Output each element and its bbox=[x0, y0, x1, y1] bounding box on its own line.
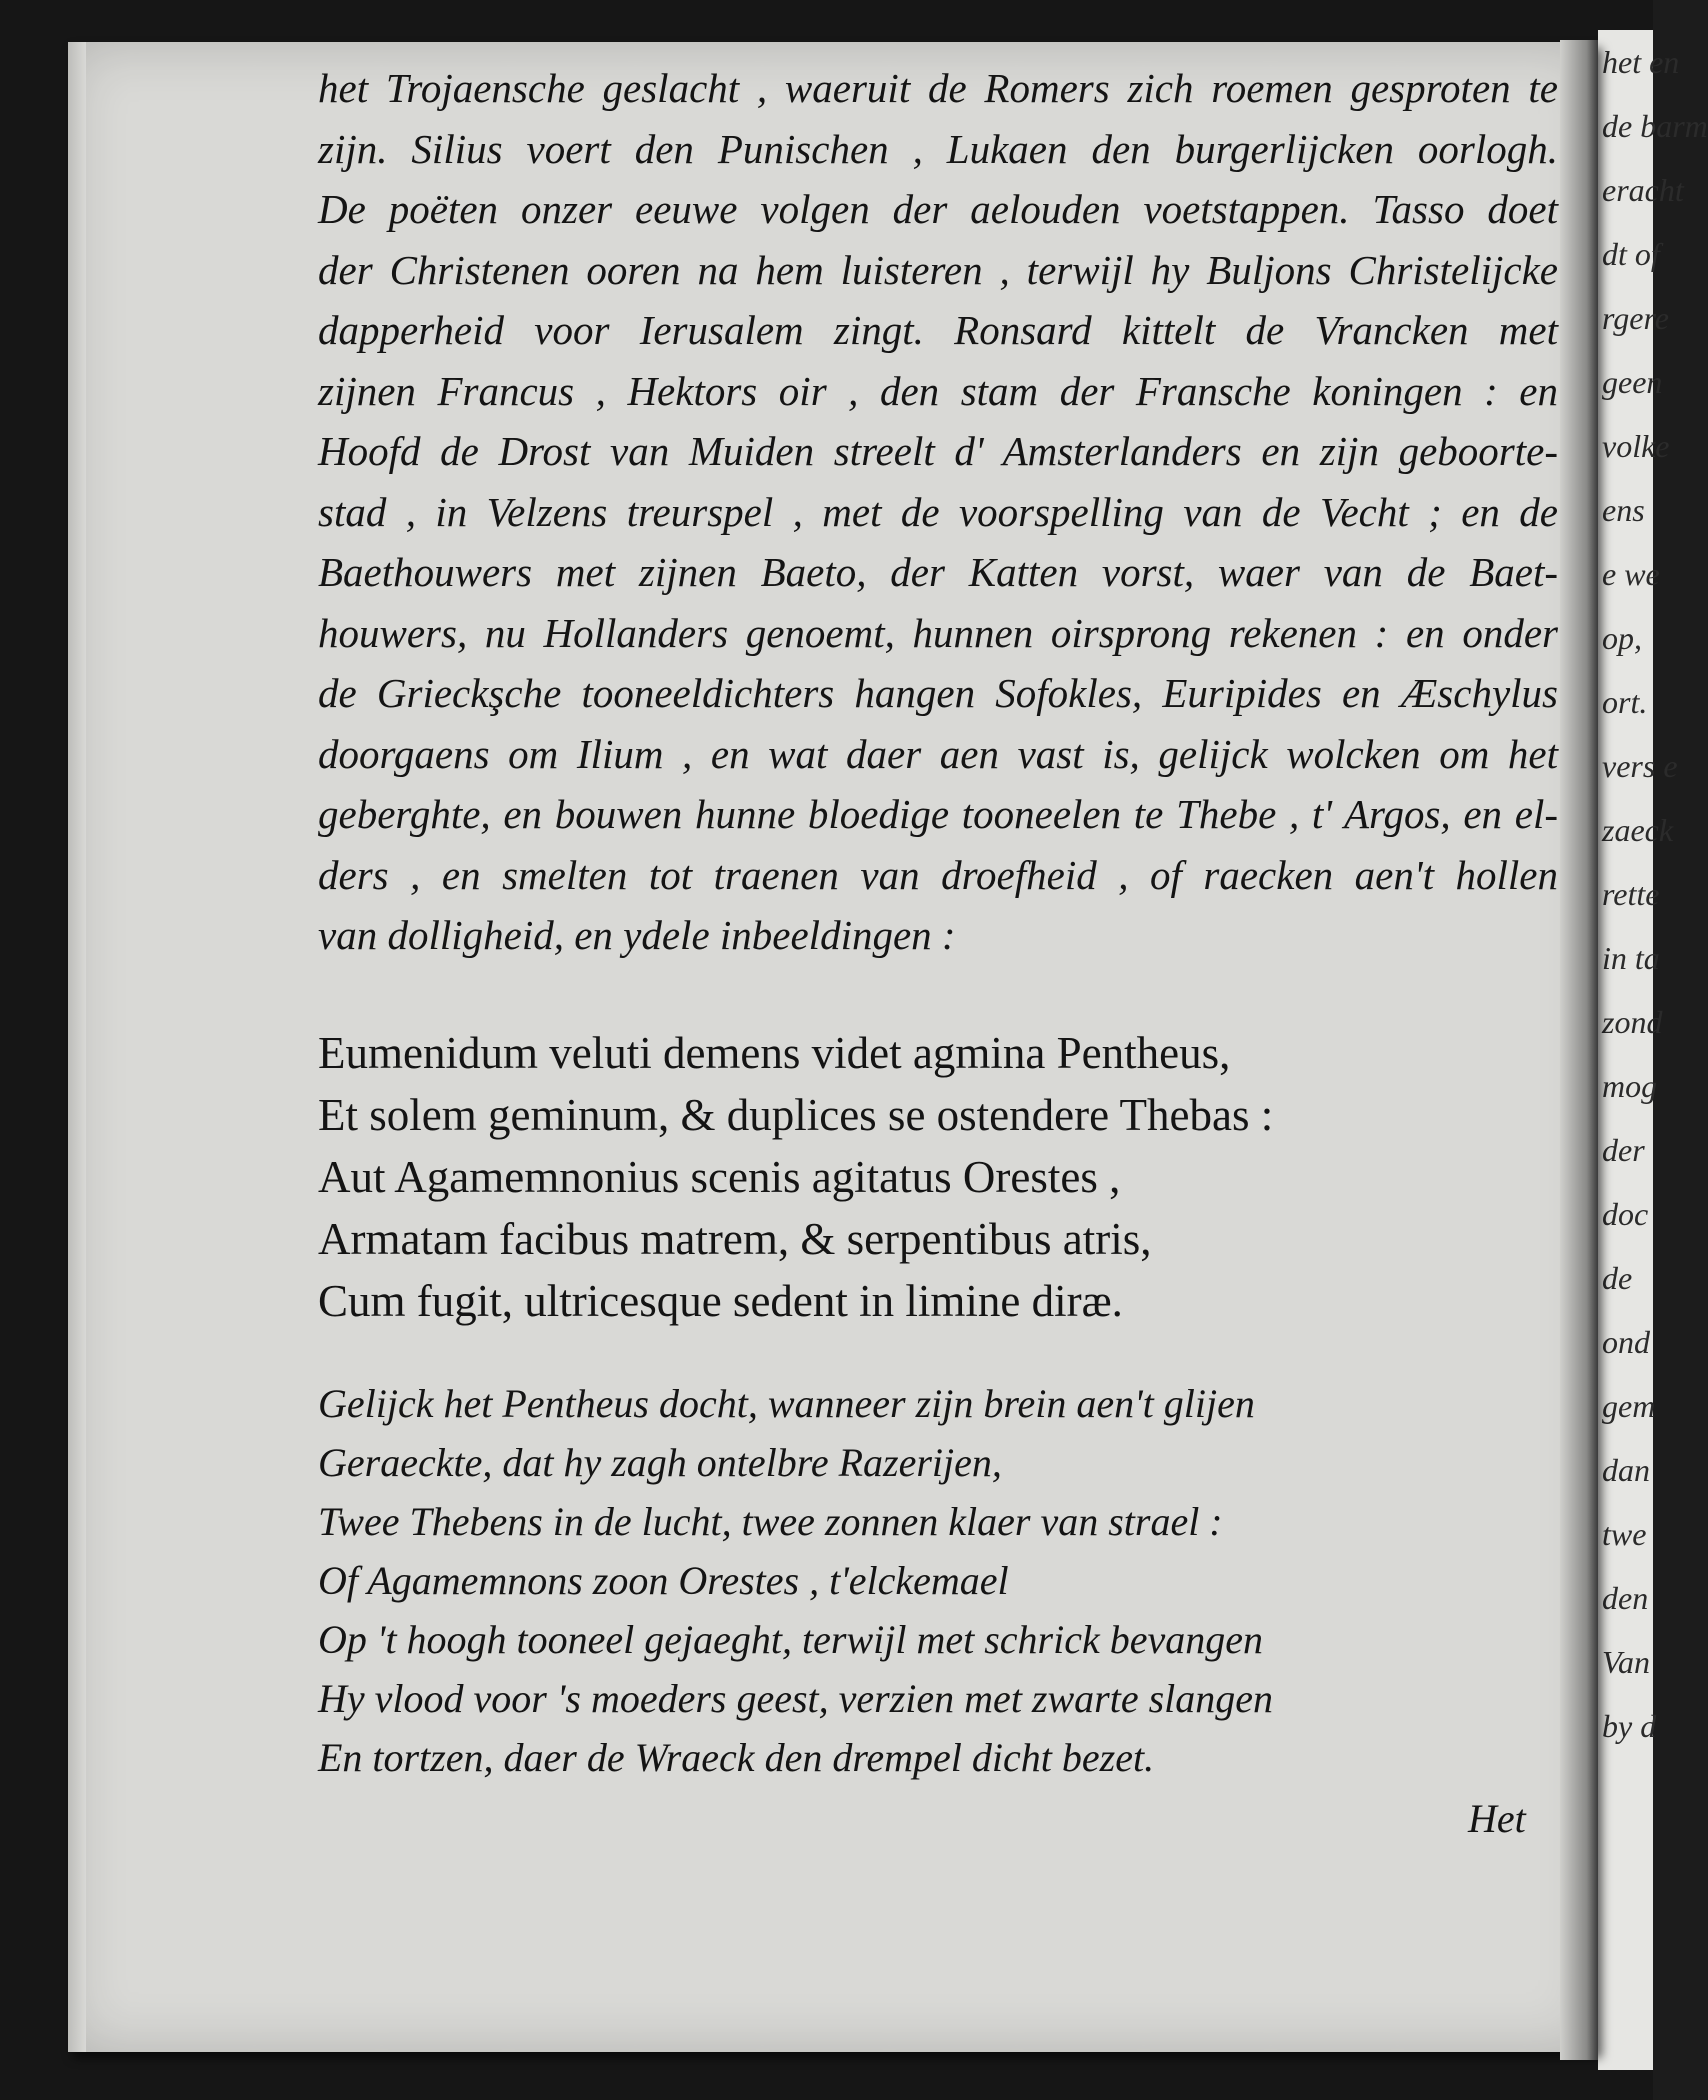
facing-page-fragment: geen bbox=[1602, 364, 1663, 400]
catchword: Het bbox=[1468, 1796, 1526, 1841]
prose-line: houwers, nu Hollanders genoemt, hunnen oirsprong rekenen : en onder bbox=[318, 609, 1558, 656]
facing-page-fragment: by d bbox=[1602, 1708, 1657, 1744]
facing-page-fragment: ond bbox=[1602, 1324, 1650, 1360]
latin-quotation bbox=[318, 1022, 1558, 1332]
prose-line: geberghte, en bouwen hunne bloedige tooneelen te Thebe , t' Argos, en el- bbox=[318, 791, 1558, 837]
latin-verse-line: Aut Agamemnonius scenis agitatus Orestes , bbox=[318, 1151, 1121, 1202]
dutch-verse-line: Gelijck het Pentheus docht, wanneer zijn brein aen't glijen bbox=[318, 1380, 1255, 1426]
prose-line: Hoofd de Drost van Muiden streelt d' Amsterlanders en zijn geboorte- bbox=[318, 428, 1558, 474]
prose-line: het Trojaensche geslacht , waeruit de Romers zich roemen gesproten te bbox=[318, 65, 1558, 111]
prose-line: Baethouwers met zijnen Baeto, der Katten vorst, waer van de Baet- bbox=[318, 549, 1558, 595]
dutch-verse-line: Twee Thebens in de lucht, twee zonnen klaer van strael : bbox=[318, 1498, 1223, 1544]
latin-verse-line: Eumenidum veluti demens videt agmina Pentheus, bbox=[318, 1027, 1231, 1078]
prose-line: van dolligheid, en ydele inbeeldingen : bbox=[318, 912, 956, 958]
facing-page-fragment: de barm bbox=[1602, 108, 1708, 144]
dutch-verse-line: Geraeckte, dat hy zagh ontelbre Razerijen, bbox=[318, 1439, 1002, 1485]
facing-page-fragment: gem bbox=[1602, 1388, 1656, 1424]
facing-page-fragment: zond bbox=[1602, 1004, 1663, 1040]
facing-page-fragment: Van bbox=[1602, 1644, 1650, 1680]
facing-page-fragment: op, bbox=[1602, 620, 1642, 656]
prose-paragraph bbox=[318, 58, 1558, 966]
facing-page-fragment: den bbox=[1602, 1580, 1649, 1616]
facing-page-fragment: volke bbox=[1602, 428, 1670, 464]
prose-line: stad , in Velzens treurspel , met de voorspelling van de Vecht ; en de bbox=[318, 488, 1558, 535]
facing-page-fragment: ort. bbox=[1602, 684, 1648, 720]
dutch-verse-translation bbox=[318, 1374, 1558, 1787]
facing-page-fragment: in ta bbox=[1602, 940, 1660, 976]
facing-page-fragment: vers e bbox=[1602, 748, 1678, 784]
facing-page-fragment: het en bbox=[1602, 44, 1680, 80]
facing-page-fragment: e we bbox=[1602, 556, 1660, 592]
facing-page-fragment: der bbox=[1602, 1132, 1645, 1168]
prose-line: dapperheid voor Ierusalem zingt. Ronsard kittelt de Vrancken met bbox=[318, 307, 1558, 353]
latin-verse-line: Armatam facibus matrem, & serpentibus atris, bbox=[318, 1213, 1152, 1264]
dutch-verse-line: En tortzen, daer de Wraeck den drempel dicht bezet. bbox=[318, 1734, 1155, 1780]
facing-page-fragment: dan bbox=[1602, 1452, 1650, 1488]
latin-verse-line: Cum fugit, ultricesque sedent in limine diræ. bbox=[318, 1275, 1123, 1326]
prose-line: ders , en smelten tot traenen van droefheid , of raecken aen't hollen bbox=[318, 851, 1558, 898]
prose-line: de Grieckşche tooneeldichters hangen Sofokles, Euripides en Æschylus bbox=[318, 670, 1558, 716]
dutch-verse-line: Of Agamemnons zoon Orestes , t'elckemael bbox=[318, 1557, 1009, 1603]
prose-line: der Christenen ooren na hem luisteren , terwijl hy Buljons Christelijcke bbox=[318, 246, 1558, 293]
facing-page-fragment: de bbox=[1602, 1260, 1633, 1296]
facing-page-fragment: mog bbox=[1602, 1068, 1658, 1104]
dutch-verse-line: Hy vlood voor 's moeders geest, verzien met zwarte slangen bbox=[318, 1675, 1274, 1721]
facing-page-strip bbox=[1598, 30, 1708, 2070]
dutch-verse-line: Op 't hoogh tooneel gejaeght, terwijl met schrick bevangen bbox=[318, 1616, 1263, 1662]
facing-page-fragment: eracht bbox=[1602, 172, 1684, 208]
prose-line: zijn. Silius voert den Punischen , Lukaen den burgerlijcken oorlogh. bbox=[318, 125, 1558, 172]
page-edge-shadow bbox=[68, 42, 86, 2052]
facing-page-fragment: zaeck bbox=[1602, 812, 1674, 848]
facing-page-fragment: ens bbox=[1602, 492, 1645, 528]
page-text bbox=[318, 58, 1558, 1787]
facing-page-fragment: rgere bbox=[1602, 300, 1669, 336]
page-gutter bbox=[1560, 40, 1598, 2060]
facing-page-fragment: dt of bbox=[1602, 236, 1660, 272]
prose-line: zijnen Francus , Hektors oir , den stam der Fransche koningen : en bbox=[318, 367, 1558, 414]
prose-line: De poëten onzer eeuwe volgen der aelouden voetstappen. Tasso doet bbox=[318, 186, 1558, 232]
facing-page-fragment: rette bbox=[1602, 876, 1660, 912]
facing-page-fragment: twe bbox=[1602, 1516, 1647, 1552]
prose-line: doorgaens om Ilium , en wat daer aen vast is, gelijck wolcken om het bbox=[318, 730, 1558, 777]
facing-page-fragment: doc bbox=[1602, 1196, 1649, 1232]
latin-verse-line: Et solem geminum, & duplices se ostendere Thebas : bbox=[318, 1089, 1274, 1140]
